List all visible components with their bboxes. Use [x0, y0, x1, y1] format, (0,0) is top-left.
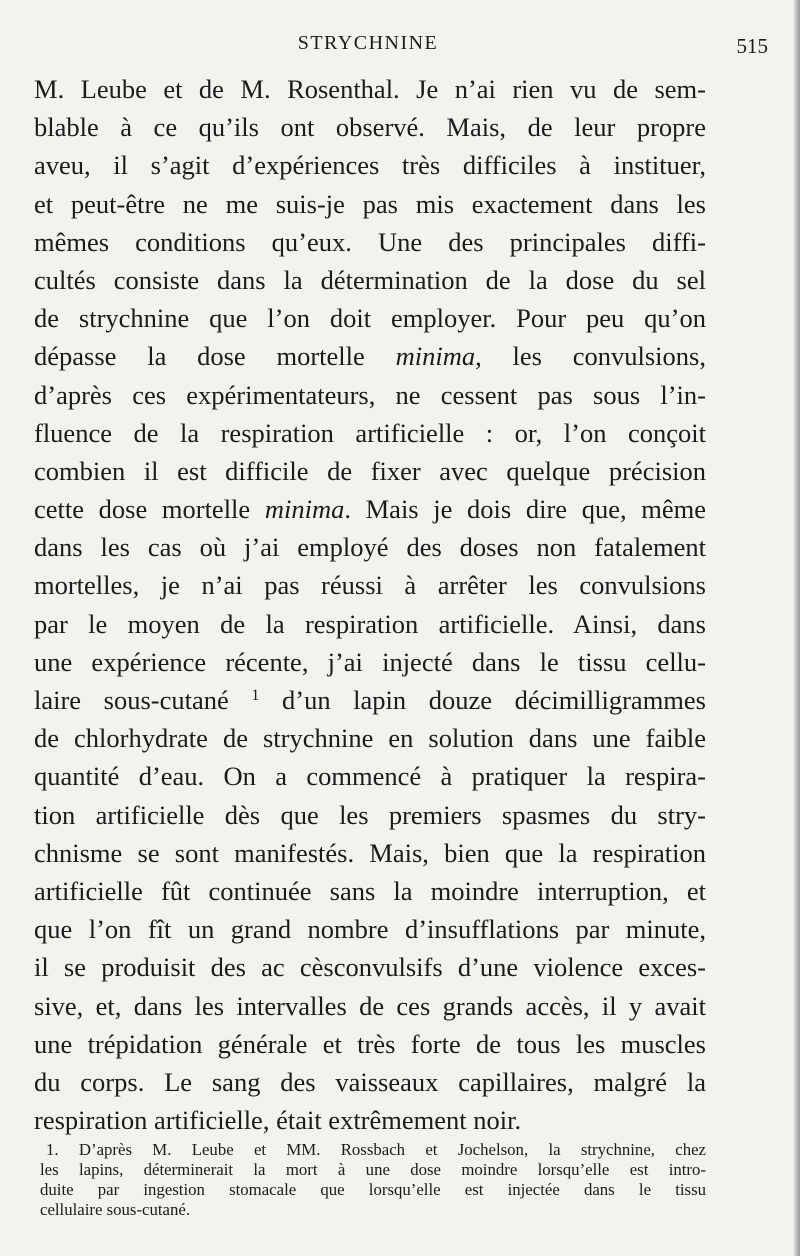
- text-line: combien il est difficile de fixer avec quelque précision: [34, 455, 706, 486]
- body-text: [34, 70, 706, 1139]
- text-line: une trépidation générale et très forte de tous les muscles: [34, 1028, 706, 1059]
- text-line: cette dose mortelle minima. Mais je dois dire que, même: [34, 494, 706, 525]
- footnote-line: duite par ingestion stomacale que lorsqu’elle est injectée dans le tissu: [40, 1180, 706, 1199]
- footnote-line: les lapins, déterminerait la mort à une dose moindre lorsqu’elle est intro-: [40, 1160, 706, 1179]
- text-line: du corps. Le sang des vaisseaux capillaires, malgré la: [34, 1066, 706, 1097]
- text-line: quantité d’eau. On a commencé à pratiquer la respira-: [34, 761, 706, 792]
- text-line: sive, et, dans les intervalles de ces grands accès, il y avait: [34, 990, 706, 1021]
- text-line: une expérience récente, j’ai injecté dans le tissu cellu-: [34, 646, 706, 677]
- text-line: mortelles, je n’ai pas réussi à arrêter les convulsions: [34, 570, 706, 601]
- text-line: et peut-être ne me suis-je pas mis exactement dans les: [34, 188, 706, 219]
- text-line: tion artificielle dès que les premiers spasmes du stry-: [34, 799, 706, 830]
- italic-term: minima: [395, 341, 476, 372]
- text-line: dans les cas où j’ai employé des doses non fatalement: [34, 532, 706, 563]
- text-line: chnisme se sont manifestés. Mais, bien que la respiration: [34, 837, 706, 868]
- text-line: mêmes conditions qu’eux. Une des principales diffi-: [34, 226, 706, 257]
- text-line: que l’on fît un grand nombre d’insufflations par minute,: [34, 914, 706, 945]
- footnote-marker: 1: [251, 687, 260, 704]
- text-line: respiration artificielle, était extrêmement noir.: [34, 1105, 522, 1136]
- text-line: cultés consiste dans la détermination de la dose du sel: [34, 264, 706, 295]
- text-line: de chlorhydrate de strychnine en solution dans une faible: [34, 723, 706, 754]
- text-line: artificielle fût continuée sans la moindre interruption, et: [34, 875, 706, 906]
- italic-term: minima: [264, 494, 345, 525]
- text-line: d’après ces expérimentateurs, ne cessent pas sous l’in-: [34, 379, 706, 410]
- text-line: dépasse la dose mortelle minima, les convulsions,: [34, 341, 706, 372]
- footnote: [40, 1140, 706, 1220]
- page-edge-shadow: [794, 0, 800, 1256]
- page-header: [36, 30, 768, 60]
- text-line: il se produisit des ac cèsconvulsifs d’une violence exces-: [34, 952, 706, 983]
- footnote-line: 1. D’après M. Leube et MM. Rossbach et Jochelson, la strychnine, chez: [46, 1140, 706, 1159]
- text-line: laire sous-cutané $^1$ d’un lapin douze décimilligrammes: [34, 685, 706, 715]
- text-line: par le moyen de la respiration artificielle. Ainsi, dans: [34, 608, 706, 639]
- footnote-line: cellulaire sous-cutané.: [40, 1200, 191, 1219]
- text-line: M. Leube et de M. Rosenthal. Je n’ai rien vu de sem-: [34, 74, 706, 104]
- text-line: blable à ce qu’ils ont observé. Mais, de leur propre: [34, 112, 706, 143]
- text-line: de strychnine que l’on doit employer. Pour peu qu’on: [34, 303, 706, 334]
- text-line: fluence de la respiration artificielle : or, l’on conçoit: [34, 417, 706, 448]
- text-line: aveu, il s’agit d’expériences très difficiles à instituer,: [34, 150, 706, 181]
- page-number: 515: [736, 34, 768, 58]
- running-title: STRYCHNINE: [297, 32, 439, 54]
